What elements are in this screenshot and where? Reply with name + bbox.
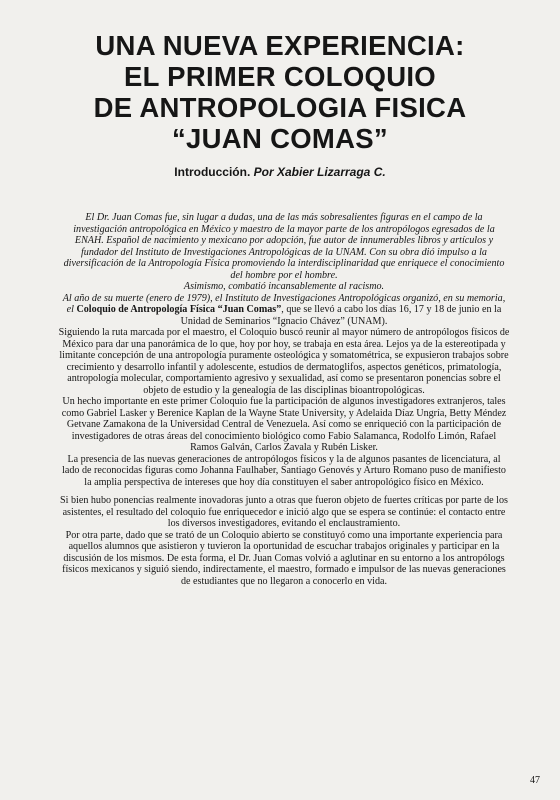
- article-title: [40, 30, 520, 154]
- title-line-1: UNA NUEVA EXPERIENCIA:: [95, 30, 465, 61]
- paragraph-1: El Dr. Juan Comas fue, sin lugar a dudas, una de las más sobresalientes figuras en el campo de la investigación antropológica en México y maestro de la mayor parte de los antropólogos egresados de la ENAH. Español de nacimiento y mexicano por adopción, fue autor de innumerables libros y artículos y fundador del Instituto de Investigaciones Antropológicas de la UNAM. Con su obra dió impulso a la diversificación de la Antropología Física promoviendo la interdisciplinaridad que enriquece el conocimiento del hombre por el hombre.: [63, 212, 505, 281]
- article-body: [58, 212, 510, 587]
- paragraph-3: [58, 293, 510, 328]
- byline-label: Introducción.: [174, 165, 251, 179]
- title-line-3: DE ANTROPOLOGIA FISICA: [93, 92, 467, 123]
- paragraph-2: Asimismo, combatió incansablemente al racismo.: [183, 281, 385, 292]
- byline-author: Por Xabier Lizarraga C.: [253, 165, 386, 179]
- paragraph-3-details: , que se llevó a cabo los días 16, 17 y 18 de junio en la Unidad de Seminarios “Ignacio Chávez” (UNAM).: [180, 304, 502, 327]
- paragraph-7: Si bien hubo ponencias realmente inovadoras junto a otras que fueron objeto de fuertes críticas por parte de los asistentes, el resultado del coloquio fue enriquecedor e inició algo que se espera se continúe: el contacto entre los diversos investigadores, evitando el enclaustramiento.: [60, 495, 508, 529]
- page-number: 47: [530, 775, 540, 786]
- title-line-4: “JUAN COMAS”: [172, 123, 388, 154]
- paragraph-3-event-name: Coloquio de Antropología Física “Juan Comas”: [76, 304, 282, 315]
- byline: [0, 165, 560, 179]
- paragraph-4: Siguiendo la ruta marcada por el maestro, el Coloquio buscó reunir al mayor número de antropólogos físicos de México para dar una panorámica de lo que, hoy por hoy, se trabaja en esta área. Lejos ya de la estereotipada y limitante concepción de una antropología puramente osteológica y somatométrica, se expusieron trabajos sobre crecimiento y desarrollo infantil y adolescente, estudios de dermatoglifos, aspectos genéticos, primatología, antropología molecular, comportamiento agresivo y sexualidad, así como se presentaron ponencias sobre el objeto de estudio y la genealogía de las disciplinas bioantropológicas.: [58, 327, 510, 396]
- paragraph-5: Un hecho importante en este primer Coloquio fue la participación de algunos investigadores extranjeros, tales como Gabriel Lasker y Berenice Kaplan de la Wayne State University, y Adelaida Díaz Ungría, Betty Méndez Getvane Zamakona de la Universidad Central de Venezuela. Así como se enriqueció con la participación de investigadores de otras áreas del conocimiento biológico como Fabio Salamanca, Rodolfo Limón, Rafael Ramos Galván, Carlos Zavala y Rubén Lisker.: [61, 396, 507, 453]
- paragraph-8: Por otra parte, dado que se trató de un Coloquio abierto se constituyó como una importante experiencia para aquellos alumnos que asistieron y tuvieron la oportunidad de escuchar trabajos originales y participar en la discusión de los mismos. De esta forma, el Dr. Juan Comas volvió a aglutinar en su entorno a los antropólogs físicos mexicanos y siguió siendo, indirectamente, el maestro, formado e impulsor de las nuevas generaciones de estudiantes que no llegaron a conocerlo en vida.: [62, 529, 506, 587]
- paragraph-3-intro: Al año de su muerte (enero de 1979), el Instituto de Investigaciones Antropológicas organizó, en su memoria, el: [62, 292, 506, 315]
- section-gap: [58, 488, 510, 495]
- paragraph-6: La presencia de las nuevas generaciones de antropólogos físicos y la de algunos pasantes de licenciatura, al lado de reconocidas figuras como Johanna Faulhaber, Santiago Genovés y Arturo Romano puso de manifiesto la amplia perspectiva de intereses que hoy día constituyen el saber antropológico físico en México.: [62, 453, 506, 488]
- title-line-2: EL PRIMER COLOQUIO: [124, 61, 436, 92]
